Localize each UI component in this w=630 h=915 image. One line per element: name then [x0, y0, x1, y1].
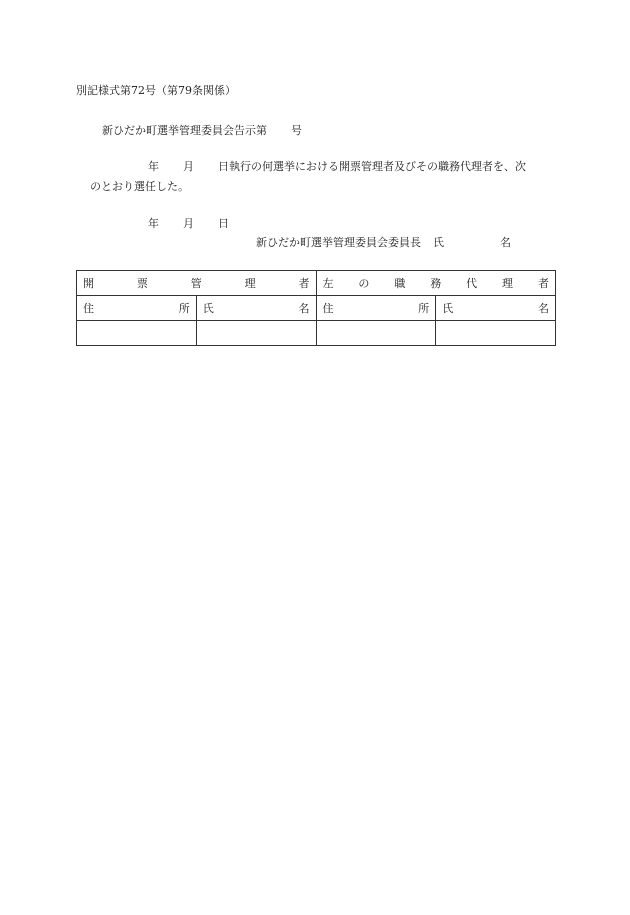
header-left-char: 者 — [298, 277, 310, 290]
header-right-char: 職 — [394, 277, 406, 290]
body-line-1 — [148, 160, 526, 174]
header-left-char: 管 — [190, 277, 202, 290]
subheader-address-1 — [77, 296, 197, 321]
body-year: 年 — [148, 160, 159, 173]
header-left-char: 理 — [244, 277, 256, 290]
header-right-char: 務 — [430, 277, 442, 290]
cell-supervisor-name[interactable] — [196, 321, 316, 346]
header-right-char: 理 — [502, 277, 514, 290]
subheader-address-2-first: 住 — [322, 302, 334, 315]
subheader-name-1-last: 名 — [298, 302, 310, 315]
subheader-name-2-last: 名 — [538, 302, 549, 315]
body-month: 月 — [183, 160, 194, 173]
subheader-name-2 — [436, 296, 556, 321]
date-line — [148, 217, 229, 231]
subheader-name-1-first: 氏 — [202, 302, 214, 315]
notice-title — [102, 124, 302, 138]
subheader-name-1 — [196, 296, 316, 321]
subheader-address-1-first: 住 — [83, 302, 94, 315]
signature-name-prefix: 氏 — [433, 236, 444, 249]
body-line-2: のとおり選任した。 — [90, 180, 189, 193]
table-row — [77, 321, 556, 346]
date-month: 月 — [183, 217, 194, 230]
header-right-char: の — [358, 277, 370, 290]
cell-deputy-address[interactable] — [316, 321, 436, 346]
subheader-name-2-first: 氏 — [442, 302, 454, 315]
header-election-supervisor — [77, 271, 317, 296]
header-right-char: 代 — [466, 277, 478, 290]
date-day: 日 — [218, 217, 229, 230]
table-header-row — [77, 271, 556, 296]
signature-title: 新ひだか町選挙管理委員会委員長 — [256, 236, 421, 249]
cell-deputy-name[interactable] — [436, 321, 556, 346]
cell-supervisor-address[interactable] — [77, 321, 197, 346]
header-right-char: 者 — [537, 277, 549, 290]
subheader-address-2 — [316, 296, 436, 321]
subheader-address-2-last: 所 — [418, 302, 430, 315]
form-id: 別記様式第72号（第79条関係） — [76, 84, 236, 97]
header-right-char: 左 — [322, 277, 334, 290]
header-deputy — [316, 271, 556, 296]
header-left-char: 開 — [83, 277, 94, 290]
body-day: 日 — [218, 160, 229, 173]
notice-title-prefix: 新ひだか町選挙管理委員会告示第 — [102, 124, 267, 137]
appointment-table — [76, 270, 556, 346]
signature-line — [256, 236, 511, 250]
signature-name-suffix: 名 — [500, 236, 511, 249]
table-subheader-row — [77, 296, 556, 321]
date-year: 年 — [148, 217, 159, 230]
notice-title-suffix: 号 — [291, 124, 302, 137]
header-left-char: 票 — [136, 277, 148, 290]
subheader-address-1-last: 所 — [178, 302, 190, 315]
body-line1-rest: 執行の何選挙における開票管理者及びその職務代理者を、次 — [229, 160, 526, 173]
